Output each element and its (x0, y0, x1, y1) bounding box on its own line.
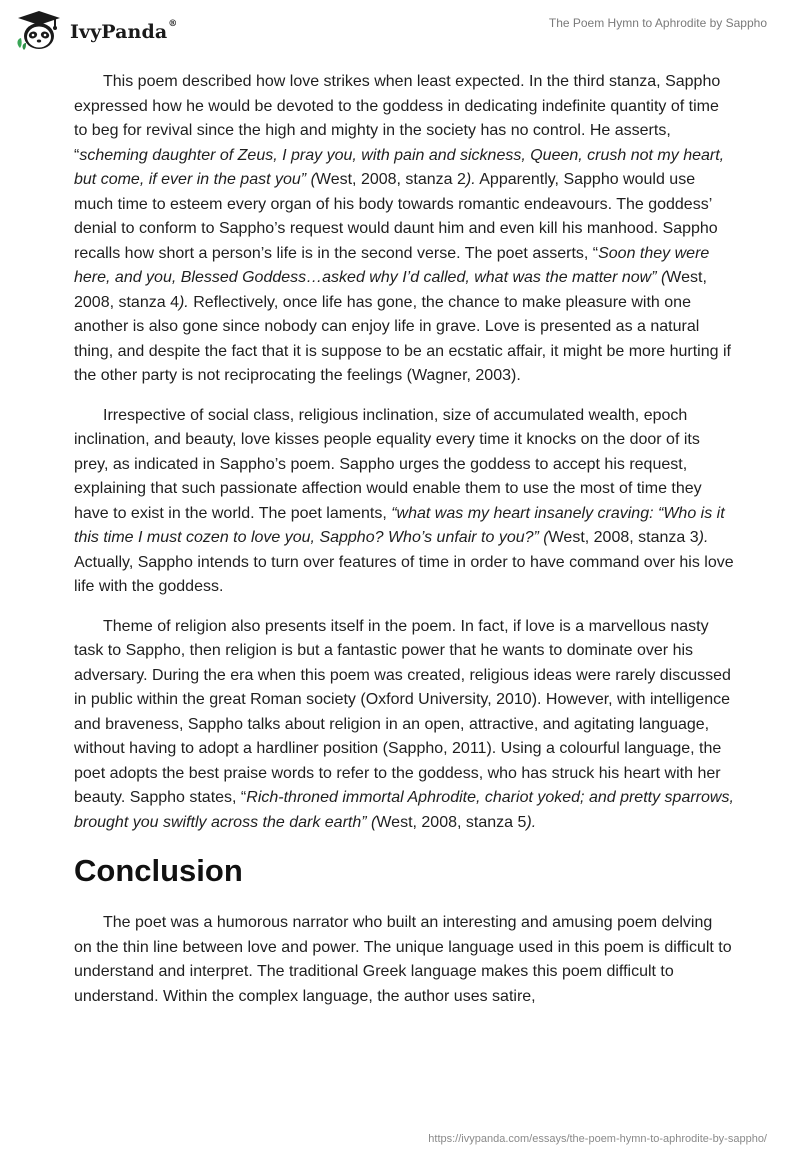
ivypanda-logo[interactable] (14, 10, 177, 52)
conclusion-paragraph: The poet was a humorous narrator who built an interesting and amusing poem delving on the thin line between love and power. The unique language used in this poem is difficult to understand and interpret. The traditional Greek language makes this poem difficult to understand. Within the complex language, the author uses satire, (74, 914, 732, 1005)
body-text: West, 2008, stanza 4 (74, 269, 707, 311)
quoted-text: ). (178, 293, 189, 311)
body-text: Theme of religion also presents itself in the poem. In fact, if love is a marvellous nasty task to Sappho, then religion is but a fantastic power that he wants to dominate over his adversary. During the era when this poem was created, religious ideas were rarely discussed in public within the great Roman society (Oxford University, 2010). However, with intelligence and braveness, Sappho talks about religion in an open, attractive, and agitating language, without having to adopt a hardliner position (Sappho, 2011). Using a colourful language, the poet adopts the best praise words to refer to the goddess, who has struck his heart with her beauty. Sappho states, “ (74, 617, 731, 806)
quoted-text: “what was my heart insanely craving: “Who is it this time I must cozen to love you, Sappho? Who’s unfair to you?” ( (74, 504, 725, 546)
document-title: The Poem Hymn to Aphrodite by Sappho (548, 16, 767, 30)
paragraph (74, 615, 734, 836)
quoted-text: Rich-throned immortal Aphrodite, chariot yoked; and pretty sparrows, brought you swiftly across the dark earth” ( (74, 789, 734, 831)
paragraph (74, 70, 734, 389)
body-text: West, 2008, stanza 2 (315, 171, 466, 188)
body-text: Reflectively, once life has gone, the chance to make pleasure with one another is also gone since nobody can enjoy life in grave. Love is presented as a natural thing, and despite the fact that it is suppose to be an ecstatic affair, it might be more hurting if the other party is not reciprocating the feelings (Wagner, 2003). (74, 293, 731, 384)
quoted-text: ). (698, 529, 709, 546)
source-url[interactable]: https://ivypanda.com/essays/the-poem-hymn-to-aphrodite-by-sappho/ (428, 1133, 767, 1145)
body-text: This poem described how love strikes when least expected. In the third stanza, Sappho expressed how he would be devoted to the goddess in dedicating indefinite quantity of time to beg for revival since the high and mighty in the society has no control. He asserts, “ (74, 73, 721, 164)
quoted-text: ). (526, 813, 537, 831)
body-text: Actually, Sappho intends to turn over features of time in order to have command over his love life with the goddess. (74, 553, 734, 595)
body-text: Irrespective of social class, religious inclination, size of accumulated wealth, epoch inclination, and beauty, love kisses people equality every time it knocks on the door of its prey, as indicated in Sappho’s poem. Sappho urges the goddess to accept his request, explaining that such passionate affection would enable them to use the most of time they have to exist in the world. The poet laments, (74, 406, 702, 522)
paragraph (74, 404, 734, 600)
page-header (0, 0, 800, 62)
body-text: West, 2008, stanza 3 (548, 529, 699, 546)
brand-name: IvyPanda® (70, 19, 178, 43)
section-heading: Conclusion (74, 853, 243, 888)
quoted-text: scheming daughter of Zeus, I pray you, with pain and sickness, Queen, crush not my heart, but come, if ever in the past you” ( (74, 146, 725, 188)
quoted-text: Soon they were here, and you, Blessed Goddess…asked why I’d called, what was the matter now” ( (74, 244, 710, 286)
body-text: Apparently, Sappho would use much time to esteem every organ of his body towards romantic endeavours. The goddess’ denial to conform to Sappho’s request would daunt him and even kill his manhood. Sappho recalls how short a person’s life is in the second verse. The poet asserts, “ (74, 171, 718, 262)
quoted-text: ). (465, 171, 476, 188)
body-text: West, 2008, stanza 5 (376, 813, 527, 831)
essay-body (74, 70, 734, 1024)
panda-icon (14, 10, 64, 52)
